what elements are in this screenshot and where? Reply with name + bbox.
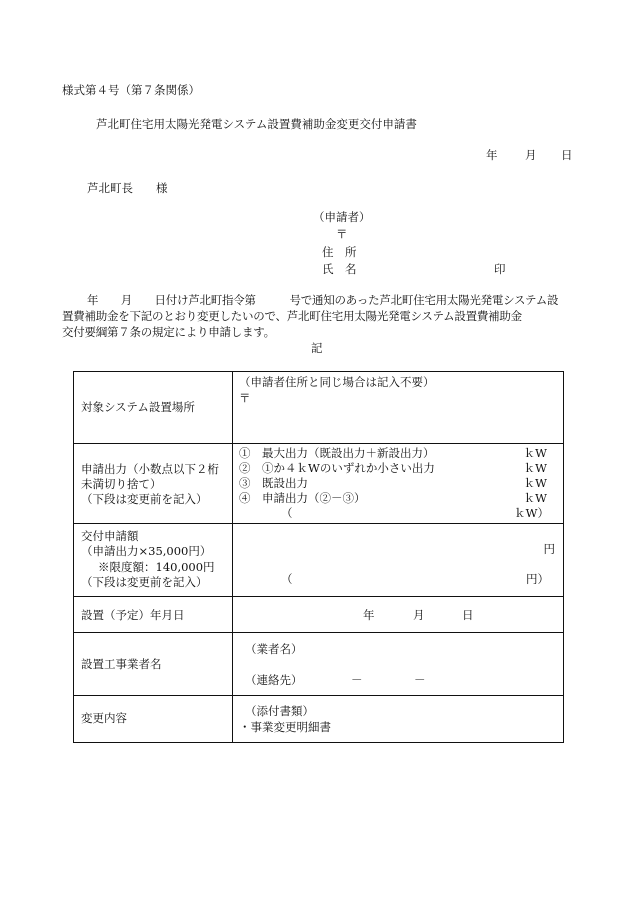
date-day: 日 bbox=[561, 148, 573, 162]
amount-previous-open: （ bbox=[281, 572, 293, 586]
contractor-label: 設置工事業者名 bbox=[81, 657, 162, 671]
table-row bbox=[74, 372, 564, 444]
output-item-2-unit: ｋW bbox=[523, 461, 547, 475]
output-item-3: ③ 既設出力 bbox=[239, 476, 308, 490]
location-value-cell[interactable] bbox=[233, 372, 564, 444]
changes-label-cell bbox=[74, 696, 233, 743]
output-label-line3: （下段は変更前を記入） bbox=[81, 492, 208, 506]
addressee: 芦北町長 様 bbox=[87, 181, 168, 195]
location-label: 対象システム設置場所 bbox=[81, 400, 195, 414]
amount-label-line1: 交付申請額 bbox=[81, 529, 139, 543]
contractor-value-cell[interactable] bbox=[233, 633, 564, 696]
changes-label: 変更内容 bbox=[81, 711, 127, 725]
table-row bbox=[74, 633, 564, 696]
body-line-2: 置費補助金を下記のとおり変更したいので、芦北町住宅用太陽光発電システム設置費補助金 bbox=[62, 309, 522, 323]
output-label-cell bbox=[74, 444, 233, 524]
applicant-address-label: 住 所 bbox=[322, 245, 357, 259]
amount-label-cell bbox=[74, 524, 233, 597]
date-year: 年 bbox=[486, 148, 498, 162]
body-line-3: 交付要綱第７条の規定により申請します。 bbox=[62, 325, 275, 339]
location-note: （申請者住所と同じ場合は記入不要） bbox=[239, 375, 435, 389]
location-postal-mark: 〒 bbox=[239, 391, 251, 405]
seal-mark: 印 bbox=[494, 262, 506, 276]
output-previous-open: （ bbox=[281, 506, 293, 520]
output-label-line2: 未満切り捨て） bbox=[81, 477, 162, 491]
date-month: 月 bbox=[525, 148, 537, 162]
changes-value-cell[interactable] bbox=[233, 696, 564, 743]
output-item-4-unit: ｋW bbox=[523, 491, 547, 505]
application-table bbox=[73, 371, 564, 743]
contractor-contact: （連絡先） bbox=[245, 673, 303, 687]
amount-value-cell[interactable] bbox=[233, 524, 564, 597]
table-row bbox=[74, 444, 564, 524]
table-row bbox=[74, 696, 564, 743]
applicant-postal-mark: 〒 bbox=[336, 227, 348, 241]
applicant-label: （申請者） bbox=[313, 210, 371, 224]
contractor-dash-1: － bbox=[351, 673, 363, 687]
output-item-4: ④ 申請出力（②－③） bbox=[239, 491, 366, 505]
contractor-dash-2: － bbox=[414, 673, 426, 687]
amount-unit: 円 bbox=[543, 542, 555, 556]
install-date-value-cell[interactable] bbox=[233, 597, 564, 633]
amount-label-line4: （下段は変更前を記入） bbox=[81, 575, 208, 589]
location-label-cell bbox=[74, 372, 233, 444]
contractor-company: （業者名） bbox=[245, 642, 303, 656]
amount-label-line3: ※限度額：140,000円 bbox=[98, 560, 215, 574]
table-row bbox=[74, 597, 564, 633]
amount-previous-close: 円） bbox=[526, 572, 549, 586]
output-value-cell[interactable] bbox=[233, 444, 564, 524]
table-row bbox=[74, 524, 564, 597]
install-date-year: 年 bbox=[363, 608, 375, 622]
install-date-label-cell bbox=[74, 597, 233, 633]
contractor-label-cell bbox=[74, 633, 233, 696]
document-title: 芦北町住宅用太陽光発電システム設置費補助金変更交付申請書 bbox=[96, 117, 417, 131]
output-item-1: ① 最大出力（既設出力＋新設出力） bbox=[239, 446, 435, 460]
changes-document-item: ・事業変更明細書 bbox=[239, 720, 331, 734]
output-previous-close: ｋW） bbox=[514, 506, 549, 520]
install-date-month: 月 bbox=[413, 608, 425, 622]
install-date-label: 設置（予定）年月日 bbox=[81, 608, 185, 622]
install-date-day: 日 bbox=[462, 608, 474, 622]
changes-attachments-label: （添付書類） bbox=[245, 704, 314, 718]
output-label-line1: 申請出力（小数点以下２桁 bbox=[81, 462, 219, 476]
output-item-1-unit: ｋW bbox=[523, 446, 547, 460]
applicant-name-label: 氏 名 bbox=[322, 262, 357, 276]
ki-mark: 記 bbox=[311, 341, 323, 355]
body-line-1: 年 月 日付け芦北町指令第 号で通知のあった芦北町住宅用太陽光発電システム設 bbox=[87, 293, 559, 307]
amount-label-line2: （申請出力×35,000円） bbox=[81, 544, 212, 558]
output-item-2: ② ①か４ｋWのいずれか小さい出力 bbox=[239, 461, 435, 475]
output-item-3-unit: ｋW bbox=[523, 476, 547, 490]
form-number: 様式第４号（第７条関係） bbox=[62, 83, 200, 97]
